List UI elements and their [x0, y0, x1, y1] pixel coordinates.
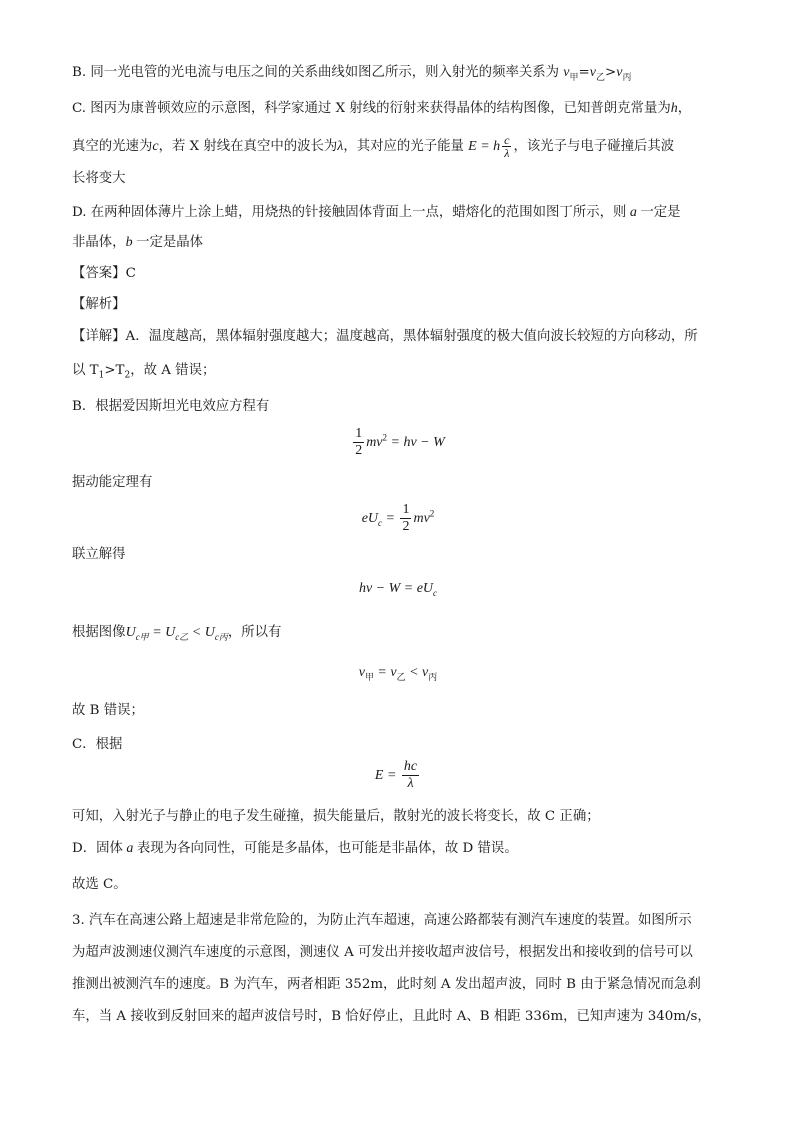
option-d-text2a: 非晶体，	[72, 235, 126, 250]
detail-combine	[72, 546, 126, 564]
uc-relation: $U_{c甲} = U_{c乙} < U_{c丙}$	[125, 625, 228, 642]
option-c-text2d: ，该光子与电子碰撞后其波	[513, 139, 675, 154]
option-c-text2c: ，其对应的光子能量	[343, 139, 464, 154]
q3-line3	[72, 976, 701, 994]
option-c-line1: C. 图丙为康普顿效应的示意图，科学家通过 X 射线的衍射来获得晶体的结构图像，已知普朗克常量为h，	[72, 101, 692, 116]
detail-combine-text: 联立解得	[72, 547, 126, 562]
detail-text2c: ，故 A 错误；	[130, 363, 216, 378]
lambda-symbol: λ	[337, 139, 344, 154]
greater-sign: >	[605, 65, 617, 80]
var-b: b	[125, 235, 137, 250]
nu-bing: $\nu_丙$	[616, 65, 632, 82]
detail-graph-text-b: ，所以有	[227, 625, 282, 640]
detail-c-conclusion	[72, 808, 600, 826]
detail-kinetic-text: 据动能定理有	[72, 475, 153, 490]
option-d-text2b: 一定是晶体	[136, 235, 204, 250]
detail-c-intro	[72, 736, 122, 754]
answer-value: C	[125, 266, 136, 281]
option-c-text2a: 真空的光速为	[72, 139, 153, 154]
equation-einstein: $\frac{1}{2}$ $mv^2 = h\nu - W$	[355, 426, 445, 459]
q3-line4	[72, 1008, 711, 1026]
detail-choose-text: 故选 C。	[72, 877, 127, 892]
detail-b-wrong-text: 故 B 错误；	[72, 703, 144, 718]
detail-text2a: 以 T	[72, 363, 99, 378]
equation-e-hc: E = $\frac{hc}{\lambda}$	[374, 759, 418, 792]
option-d-text1b: 一定是	[640, 205, 681, 220]
answer-line	[72, 265, 136, 283]
equals-sign: =	[578, 65, 590, 80]
equation-combined: $h\nu - W = eU_c$	[358, 581, 438, 598]
planck-h: h	[670, 101, 678, 116]
detail-text2b: >T	[104, 363, 125, 378]
option-c-line3	[72, 170, 126, 188]
detail-c-conclusion-text: 可知，入射光子与静止的电子发生碰撞，损失能量后，散射光的波长将变长，故 C 正确；	[72, 809, 600, 824]
detail-b-intro	[72, 398, 269, 416]
equation-kinetic: $eU_c$ = $\frac{1}{2}$ $mv^2$	[361, 502, 435, 535]
q3-text3: 推测出被测汽车的速度。B 为汽车，两者相距 352m，此时刻 A 发出超声波，同时 B 由于紧急情况而急刹	[72, 977, 701, 992]
option-b	[72, 64, 631, 82]
detail-graph	[72, 624, 281, 642]
nu-yi: $\nu_乙$	[589, 65, 605, 82]
detail-kinetic	[72, 474, 152, 492]
q3-text1: 3. 汽车在高速公路上超速是非常危险的，为防止汽车超速，高速公路都装有测汽车速度的装置。如图所示	[72, 913, 692, 928]
option-c-text2b: ，若 X 射线在真空中的波长为	[158, 139, 338, 154]
var-a: a	[626, 205, 641, 220]
nu-jia: $\nu_甲$	[563, 65, 579, 82]
q3-line2	[72, 944, 693, 962]
option-d-line2	[72, 234, 203, 252]
detail-line1	[72, 328, 698, 346]
option-b-text: B. 同一光电管的光电流与电压之间的关系曲线如图乙所示，则入射光的频率关系为	[72, 65, 560, 80]
answer-label: 【答案】	[72, 266, 126, 281]
option-d-text1a: D. 在两种固体薄片上涂上蜡，用烧热的针接触固体背面上一点，蜡熔化的范围如图丁所示，则	[72, 205, 627, 220]
detail-d-text-b: 表现为各向同性，可能是多晶体，也可能是非晶体，故 D 错误。	[136, 841, 518, 856]
formula-e-hc-lambda: E = h $\frac{c}{\lambda}$	[468, 133, 510, 161]
detail-choose	[72, 876, 127, 894]
analysis-label	[72, 296, 126, 314]
detail-line2: 以 $T_1>T_2$，故 A 错误；	[72, 363, 216, 381]
speed-c: c	[152, 139, 159, 154]
detail-d-text-a: D．固体	[72, 841, 123, 856]
equation-frequency: $\nu_甲 = \nu_乙 < \nu_丙$	[358, 665, 438, 682]
detail-c-intro-text: C．根据	[72, 737, 123, 752]
option-c-text3: 长将变大	[72, 171, 126, 186]
q3-line1	[72, 912, 692, 930]
detail-text1: 【详解】A．温度越高，黑体辐射强度越大；温度越高，黑体辐射强度的极大值向波长较短的方向移动，所	[72, 329, 698, 344]
detail-b-intro-text: B．根据爱因斯坦光电效应方程有	[72, 399, 270, 414]
option-c-line2	[72, 134, 674, 160]
detail-d	[72, 840, 518, 858]
q3-text2: 为超声波测速仪测汽车速度的示意图，测速仪 A 可发出并接收超声波信号，根据发出和接收到的信号可以	[72, 945, 693, 960]
q3-text4: 车，当 A 接收到反射回来的超声波信号时，B 恰好停止，且此时 A、B 相距 336m，已知声速为 340m/s，	[72, 1009, 711, 1024]
option-c-text1: C. 图丙为康普顿效应的示意图，科学家通过 X 射线的衍射来获得晶体的结构图像，已知普朗克常量为	[72, 101, 671, 116]
detail-b-wrong	[72, 702, 144, 720]
option-d-line1	[72, 204, 681, 222]
detail-graph-text-a: 根据图像	[72, 625, 126, 640]
var-a-detail: a	[122, 841, 137, 856]
analysis-label-text: 【解析】	[72, 297, 126, 312]
